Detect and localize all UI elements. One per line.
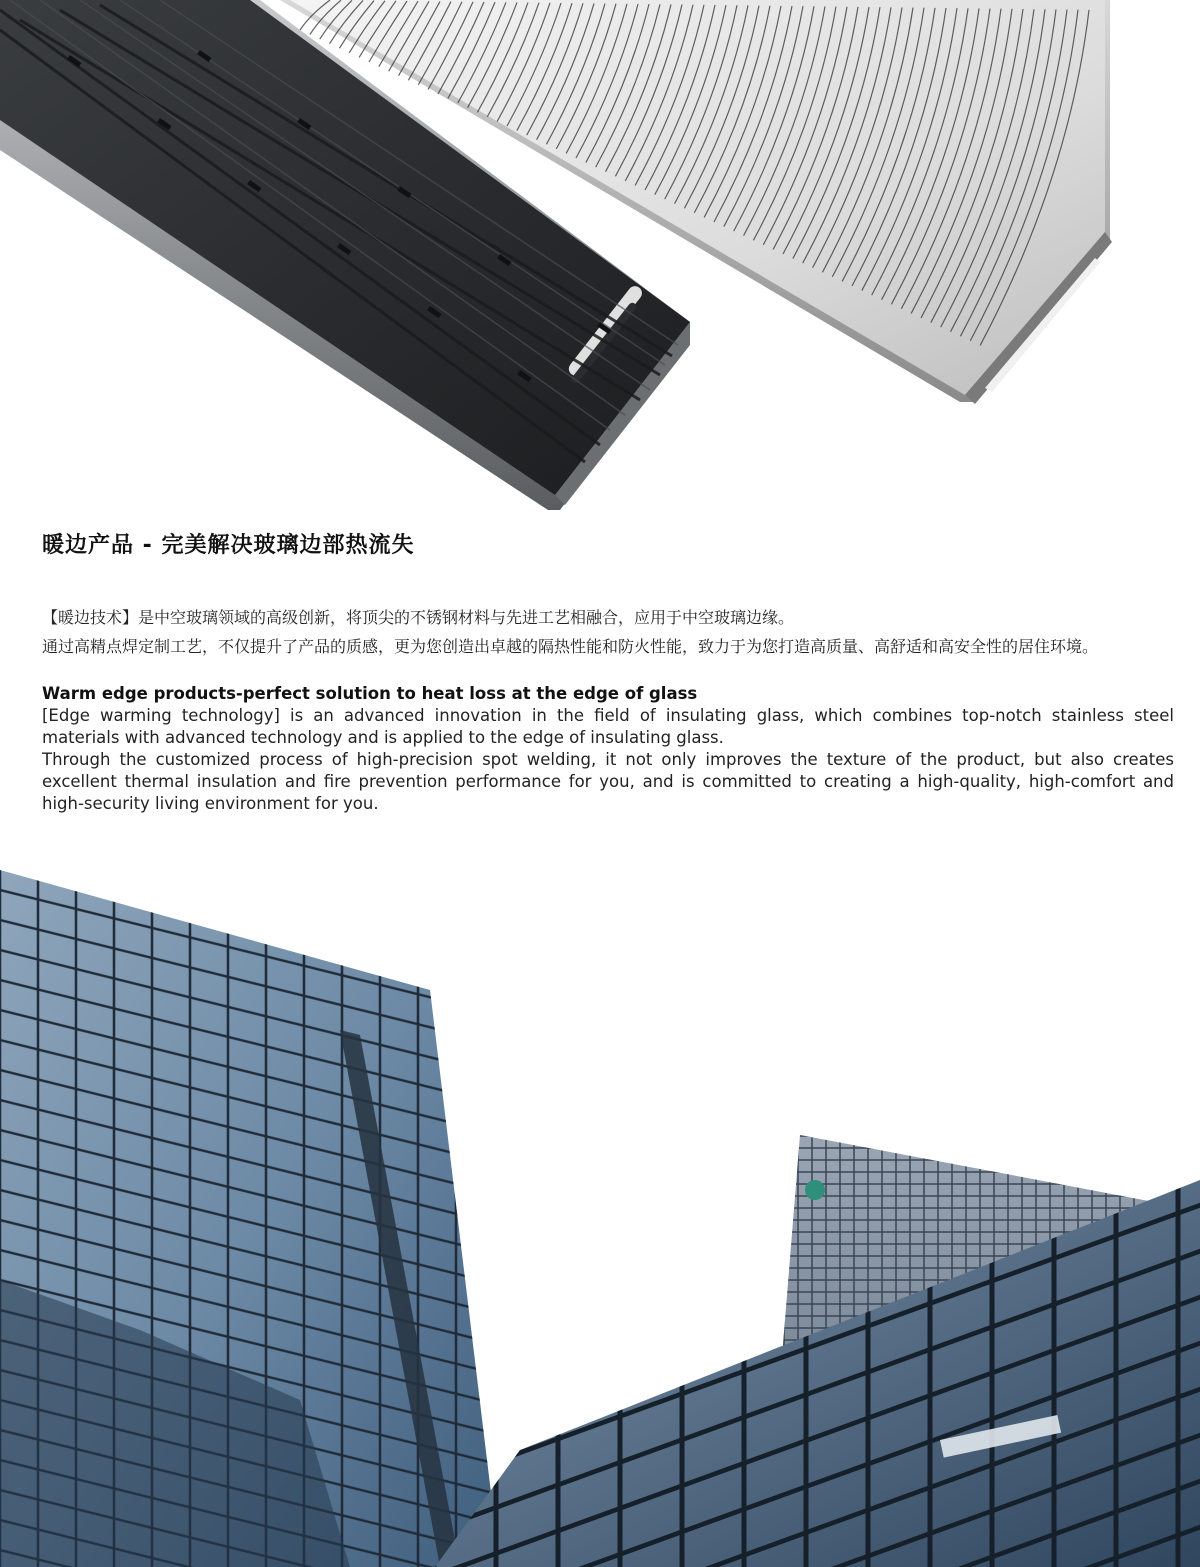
left-building bbox=[0, 870, 500, 1567]
en-title: Warm edge products-perfect solution to heat loss at the edge of glass bbox=[42, 684, 698, 703]
skyscrapers-illustration bbox=[0, 860, 1200, 1567]
cn-body bbox=[42, 603, 1174, 661]
cn-paragraph-1: 【暖边技术】是中空玻璃领域的高级创新，将顶尖的不锈钢材料与先进工艺相融合，应用于中空玻璃边缘。 bbox=[42, 608, 795, 627]
en-paragraph-2: Through the customized process of high-precision spot welding, it not only improves the texture of the product, but also creates excellent thermal insulation and fire prevention performance for you, and is committed to creating a high-quality, high-comfort and high-security living environment for you. bbox=[42, 750, 1174, 813]
en-body bbox=[42, 683, 1174, 815]
spacer-bars-illustration bbox=[0, 0, 1200, 510]
buildings-image bbox=[0, 860, 1200, 1567]
content-section bbox=[42, 528, 1174, 815]
cn-title: 暖边产品 - 完美解决玻璃边部热流失 bbox=[42, 533, 415, 558]
hero-product-image bbox=[0, 0, 1200, 510]
cn-paragraph-2: 通过高精点焊定制工艺，不仅提升了产品的质感，更为您创造出卓越的隔热性能和防火性能，致力于为您打造高质量、高舒适和高安全性的居住环境。 bbox=[42, 637, 1099, 656]
en-paragraph-1: [Edge warming technology] is an advanced innovation in the field of insulating glass, which combines top-notch stainless steel materials with advanced technology and is applied to the edge of insulating glass. bbox=[42, 706, 1174, 747]
